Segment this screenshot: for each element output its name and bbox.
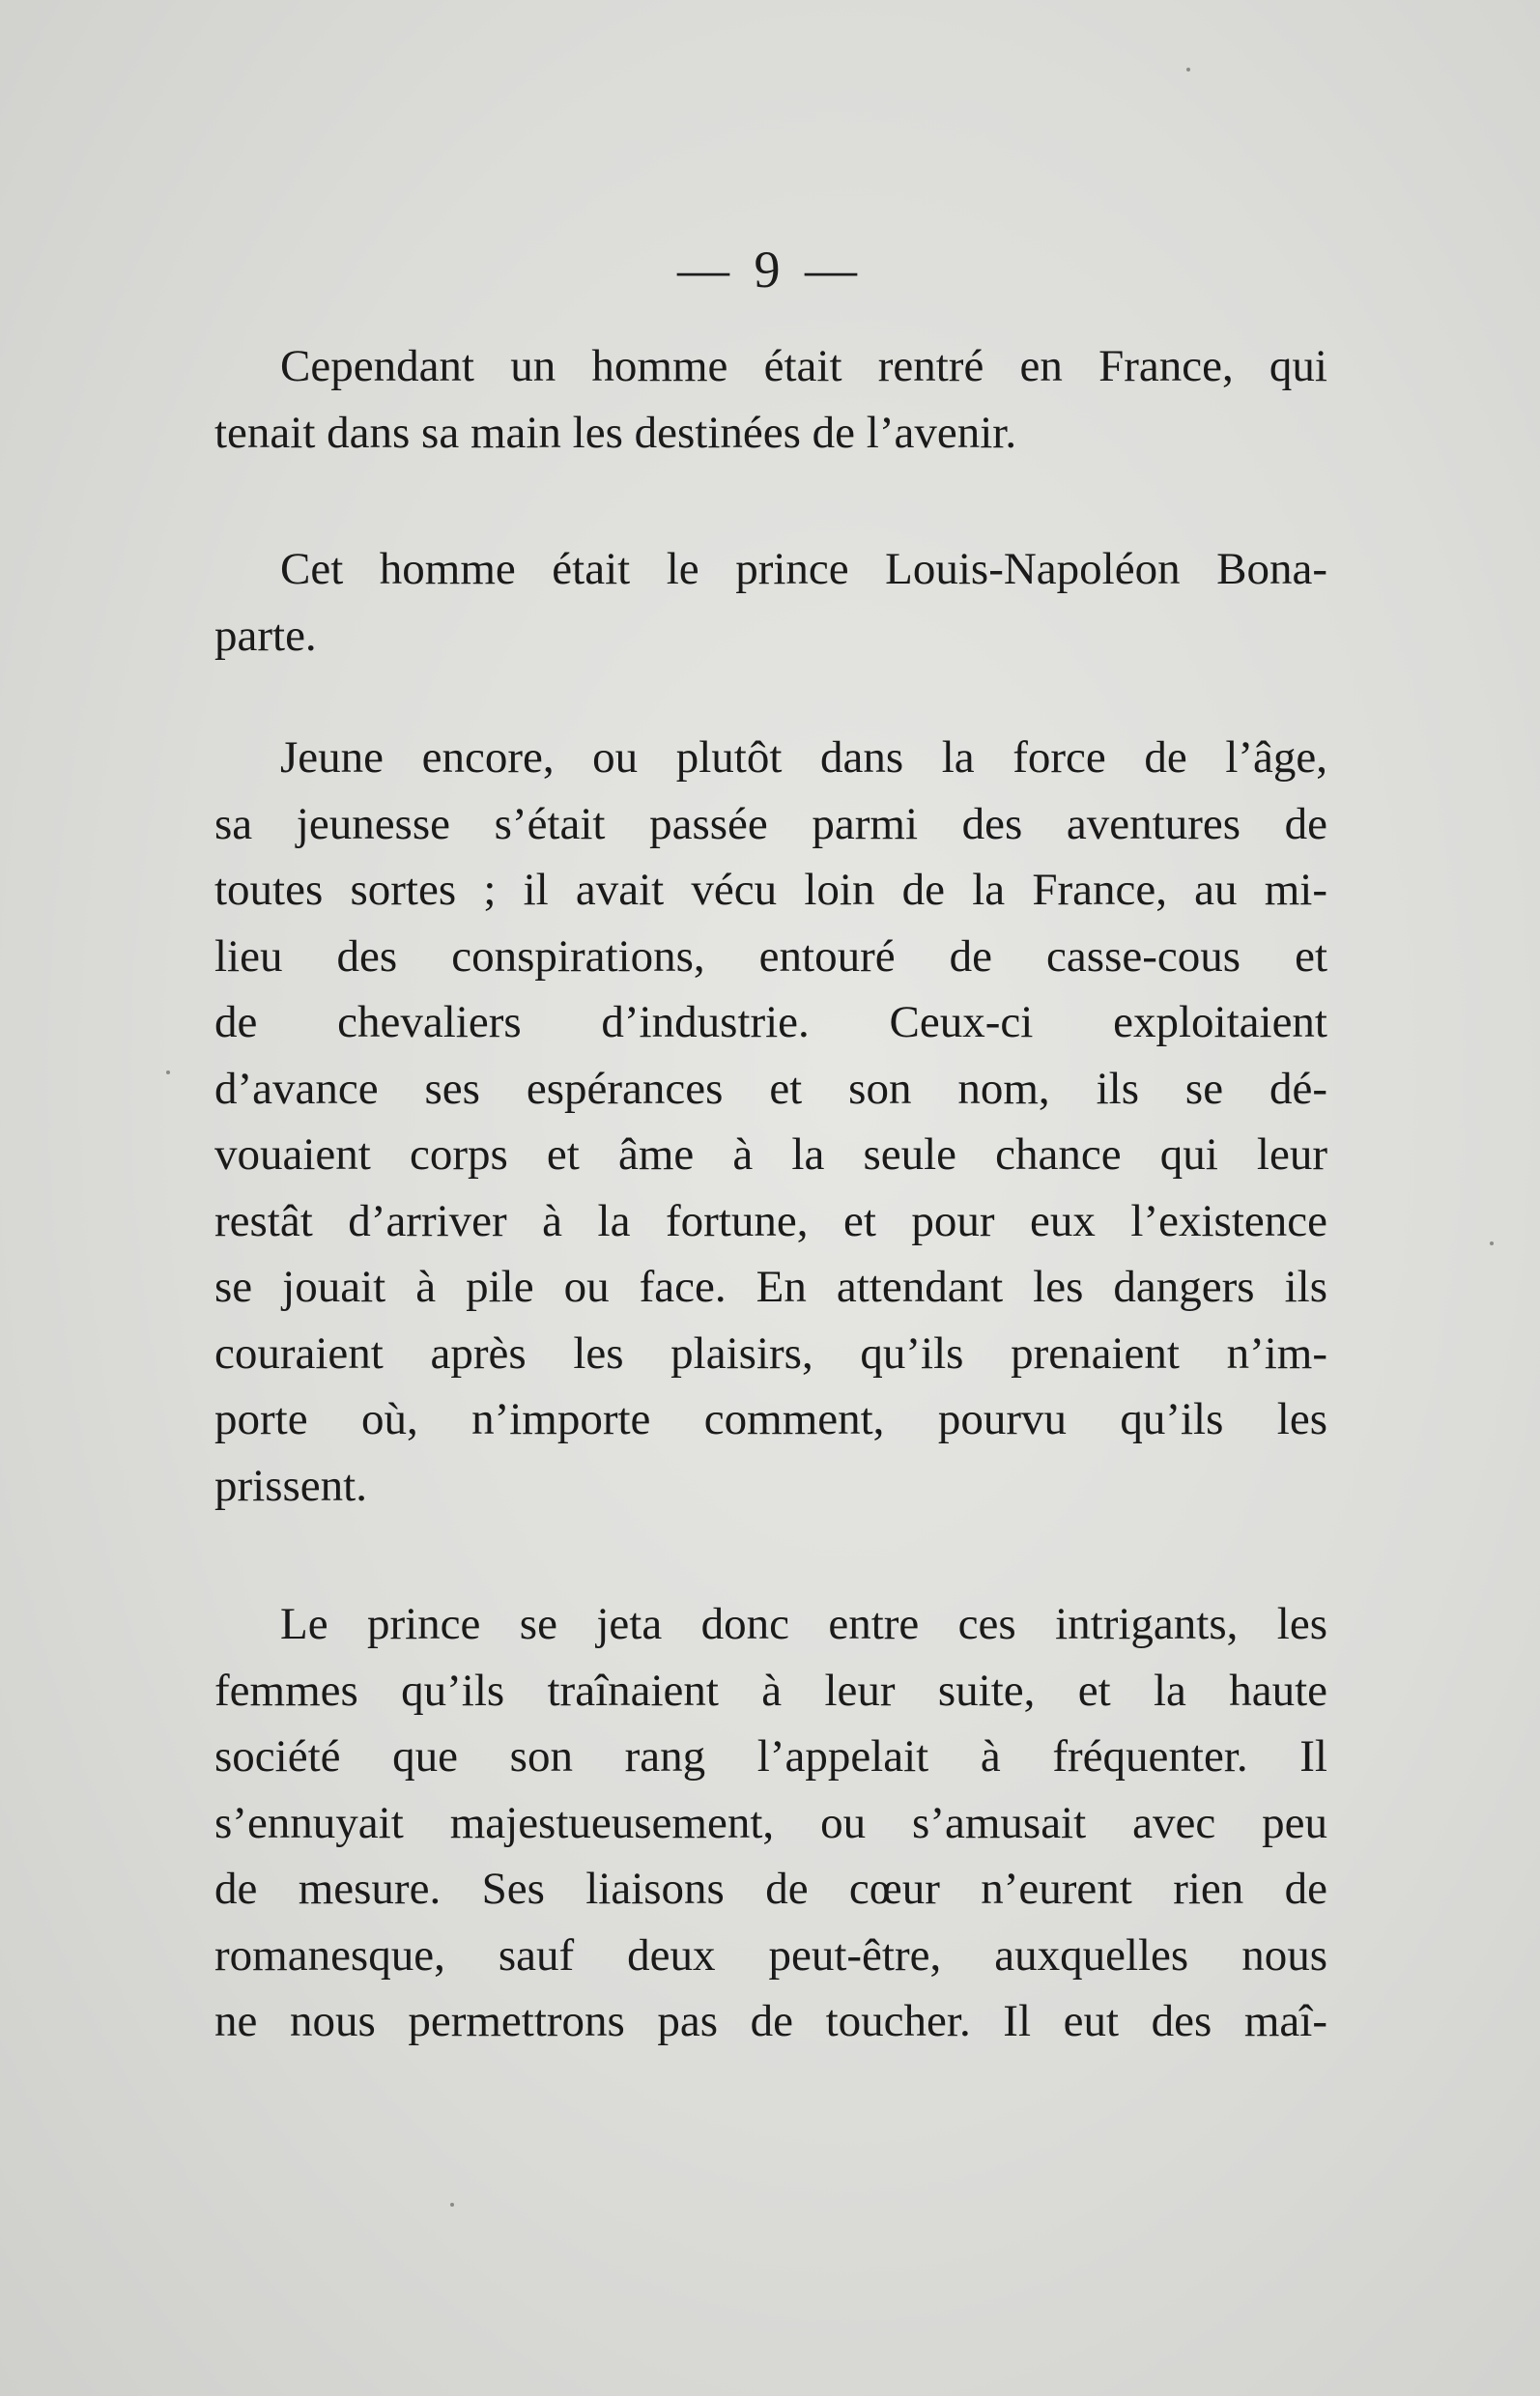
text-line: femmes qu’ils traînaient à leur suite, et la haute — [214, 1665, 1327, 1716]
paper-speck — [1490, 1241, 1494, 1245]
text-line: Le prince se jeta donc entre ces intrigants, les — [280, 1599, 1327, 1649]
text-line: romanesque, sauf deux peut-être, auxquelles nous — [214, 1929, 1327, 1981]
text-line: restât d’arriver à la fortune, et pour eux l’existence — [214, 1195, 1327, 1246]
paragraph-2 — [214, 536, 1327, 669]
text-line: prissent. — [214, 1460, 367, 1511]
text-line: couraient après les plaisirs, qu’ils prenaient n’im- — [214, 1327, 1327, 1379]
text-line: lieu des conspirations, entouré de casse-cous et — [214, 930, 1327, 982]
text-line: porte où, n’importe comment, pourvu qu’ils les — [214, 1394, 1327, 1444]
text-line: de mesure. Ses liaisons de cœur n’eurent rien de — [214, 1864, 1327, 1914]
text-line: vouaient corps et âme à la seule chance qui leur — [214, 1129, 1327, 1180]
text-line: Cependant un homme était rentré en France, qui — [280, 341, 1327, 391]
text-line: Cet homme était le prince Louis-Napoléon Bona- — [280, 544, 1327, 594]
text-line: tenait dans sa main les destinées de l’avenir. — [214, 407, 1017, 458]
paper-speck — [450, 2203, 454, 2207]
text-line: toutes sortes ; il avait vécu loin de la France, au mi- — [214, 865, 1327, 915]
paragraph-1 — [214, 333, 1327, 466]
paper-speck — [1186, 68, 1190, 71]
paragraph-3 — [214, 725, 1327, 1519]
text-line: Jeune encore, ou plutôt dans la force de l’âge, — [280, 732, 1327, 783]
paragraph-4 — [214, 1591, 1327, 2055]
text-line: se jouait à pile ou face. En attendant les dangers ils — [214, 1262, 1327, 1312]
text-line: société que son rang l’appelait à fréquenter. Il — [214, 1731, 1327, 1782]
text-line: sa jeunesse s’était passée parmi des aventures de — [214, 798, 1327, 849]
page-number: — 9 — — [677, 241, 863, 299]
text-line: parte. — [214, 610, 317, 661]
text-line: d’avance ses espérances et son nom, ils se dé- — [214, 1063, 1327, 1114]
text-line: s’ennuyait majestueusement, ou s’amusait avec peu — [214, 1797, 1327, 1848]
text-line: ne nous permettrons pas de toucher. Il eut des maî- — [214, 1996, 1327, 2046]
paper-speck — [166, 1070, 170, 1074]
text-line: de chevaliers d’industrie. Ceux-ci exploitaient — [214, 997, 1327, 1047]
